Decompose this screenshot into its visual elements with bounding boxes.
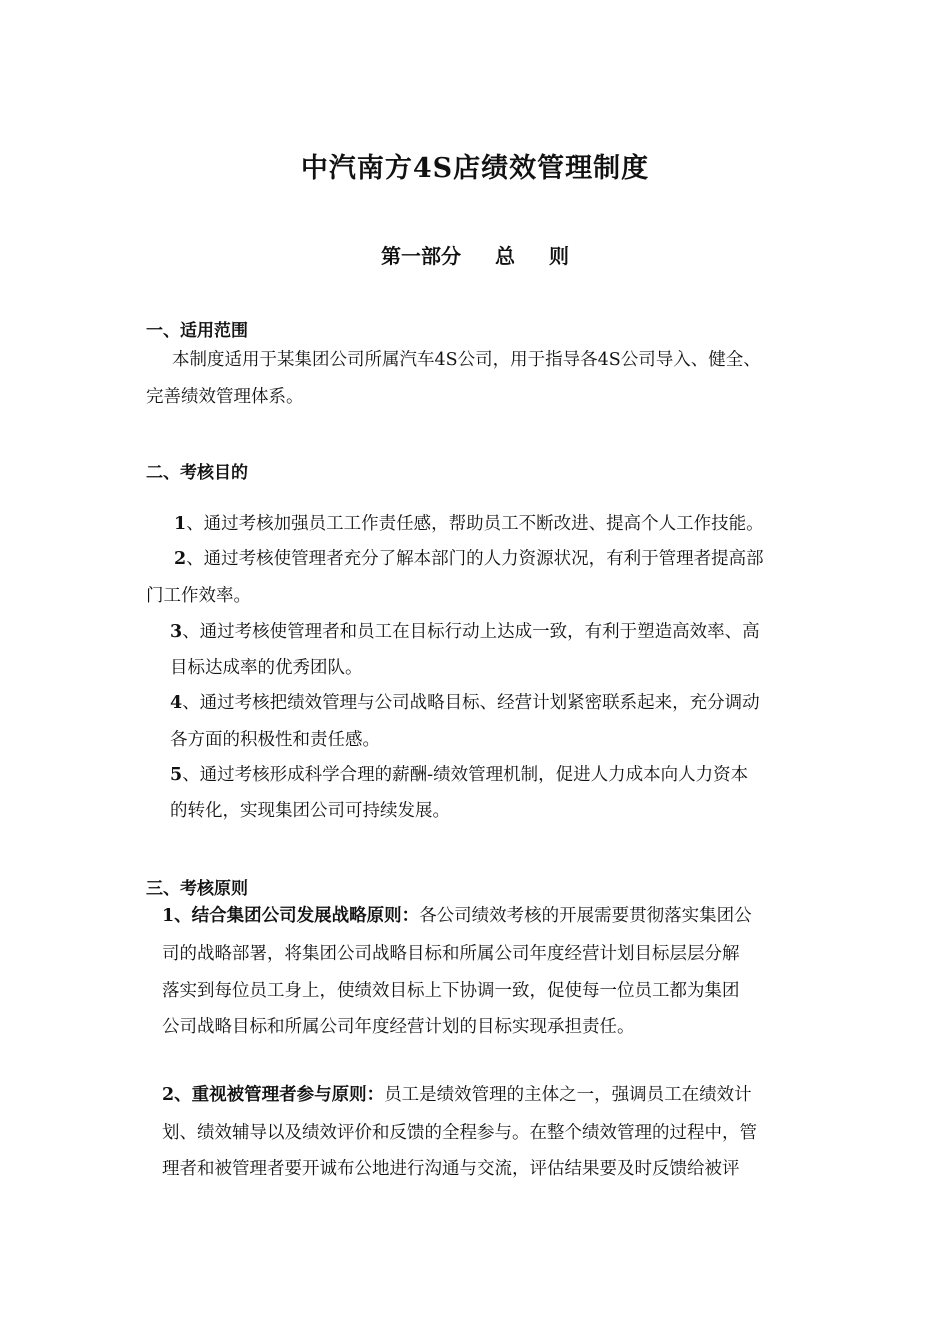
part-heading — [0, 240, 950, 269]
list-item-continuation: 门工作效率。 — [146, 586, 251, 606]
paragraph-line: 完善绩效管理体系。 — [146, 387, 304, 407]
part-word-2: 则 — [549, 244, 569, 268]
principle-continuation: 司的战略部署，将集团公司战略目标和所属公司年度经营计划目标层层分解 — [162, 944, 740, 964]
part-word-1: 总 — [495, 244, 515, 268]
section-heading-principles: 三、考核原则 — [146, 879, 248, 899]
list-item-continuation: 各方面的积极性和责任感。 — [170, 730, 380, 750]
principle-continuation: 落实到每位员工身上，使绩效目标上下协调一致，促使每一位员工都为集团 — [162, 981, 740, 1001]
list-item: 1、通过考核加强员工工作责任感，帮助员工不断改进、提高个人工作技能。 — [174, 514, 764, 534]
list-item-continuation: 的转化，实现集团公司可持续发展。 — [170, 801, 450, 821]
list-item: 3、通过考核使管理者和员工在目标行动上达成一致，有利于塑造高效率、高 — [170, 622, 760, 642]
principle-title: 2、重视被管理者参与原则： — [162, 1085, 385, 1105]
principle-item: 1、结合集团公司发展战略原则：各公司绩效考核的开展需要贯彻落实集团公 — [162, 906, 752, 926]
section-heading-purpose: 二、考核目的 — [146, 463, 248, 483]
document-title: 中汽南方4S店绩效管理制度 — [300, 153, 650, 184]
list-item: 5、通过考核形成科学合理的薪酬-绩效管理机制，促进人力成本向人力资本 — [170, 765, 749, 785]
list-item: 2、通过考核使管理者充分了解本部门的人力资源状况，有利于管理者提高部 — [174, 549, 764, 569]
paragraph-line: 本制度适用于某集团公司所属汽车4S公司，用于指导各4S公司导入、健全、 — [172, 350, 761, 370]
principle-item: 2、重视被管理者参与原则：员工是绩效管理的主体之一，强调员工在绩效计 — [162, 1085, 752, 1105]
principle-continuation: 划、绩效辅导以及绩效评价和反馈的全程参与。在整个绩效管理的过程中，管 — [162, 1123, 757, 1143]
principle-continuation: 公司战略目标和所属公司年度经营计划的目标实现承担责任。 — [162, 1017, 635, 1037]
section-heading-scope: 一、适用范围 — [146, 321, 248, 341]
part-label: 第一部分 — [381, 244, 461, 268]
principle-continuation: 理者和被管理者要开诚布公地进行沟通与交流，评估结果要及时反馈给被评 — [162, 1159, 740, 1179]
list-item: 4、通过考核把绩效管理与公司战略目标、经营计划紧密联系起来，充分调动 — [170, 693, 760, 713]
principle-title: 1、结合集团公司发展战略原则： — [162, 906, 420, 926]
list-item-continuation: 目标达成率的优秀团队。 — [170, 658, 363, 678]
